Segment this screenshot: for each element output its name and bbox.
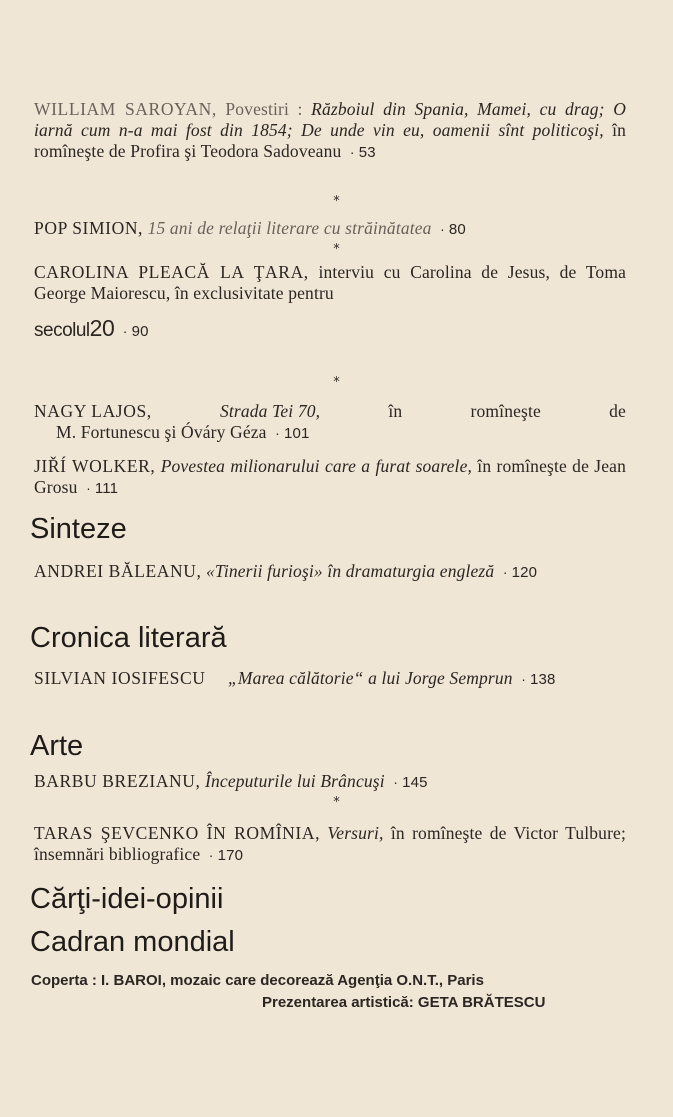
work-title: Povestea milionarului care a furat soarele,	[160, 456, 473, 476]
author-name: JIŘÍ WOLKER,	[34, 456, 156, 476]
toc-entry-sevcenko	[34, 823, 626, 866]
page-number: 145	[402, 774, 428, 791]
work-title: Începuturile lui Brâncuşi	[205, 771, 385, 791]
toc-entry-wolker	[34, 456, 626, 499]
translators: M. Fortunescu şi Óváry Géza	[56, 422, 267, 442]
dot-separator: ·	[521, 671, 527, 687]
dot-separator: ·	[122, 323, 128, 339]
work-title: „Marea călătorie“ a lui Jorge Semprun	[227, 668, 513, 688]
magazine-number: 20	[89, 315, 115, 341]
section-heading-cronica: Cronica literară	[30, 622, 227, 654]
dot-separator: ·	[86, 480, 91, 496]
article-title: CAROLINA PLEACĂ LA ŢARA,	[34, 262, 309, 282]
dot-separator: ·	[208, 847, 214, 863]
asterisk-separator: *	[333, 242, 340, 257]
art-credit: Prezentarea artistică: GETA BRĂTESCU	[262, 994, 546, 1011]
dot-separator: ·	[502, 564, 508, 580]
dot-separator: ·	[349, 144, 355, 160]
toc-entry-baleanu	[34, 561, 626, 583]
work-title: Strada Tei 70,	[220, 401, 321, 421]
section-heading-cadran: Cadran mondial	[30, 926, 235, 958]
toc-entry-carolina-source	[34, 315, 626, 342]
work-title: 15 ani de relaţii literare cu străinătatea	[147, 218, 432, 238]
author-name: POP SIMION,	[34, 218, 144, 238]
author-name: ANDREI BĂLEANU,	[34, 561, 202, 581]
page-number: 101	[283, 425, 310, 442]
author-name: SILVIAN IOSIFESCU	[34, 668, 206, 688]
translation-note: în romîneşte de Jean Grosu	[34, 456, 626, 497]
page-number: 120	[511, 564, 538, 581]
asterisk-separator: *	[333, 194, 340, 209]
author-name: BARBU BREZIANU,	[34, 771, 201, 791]
cover-credit: Coperta : I. BAROI, mozaic care decorează Agenţia O.N.T., Paris	[31, 972, 484, 989]
translation-note: în romîneşte de Victor Tulbure; însemnări bibliografice	[34, 823, 626, 864]
work-title: Versuri,	[327, 823, 384, 843]
article-title: TARAS ŞEVCENKO ÎN ROMÎNIA,	[34, 823, 321, 843]
author-name: WILLIAM SAROYAN,	[34, 99, 217, 119]
page-number: 111	[94, 480, 119, 497]
toc-entry-nagy-lajos	[34, 401, 626, 444]
translation-word: în	[388, 401, 403, 421]
page-number: 138	[530, 671, 556, 688]
dot-separator: ·	[440, 221, 445, 237]
page-number: 80	[448, 221, 466, 238]
work-title: «Tinerii furioşi» în dramaturgia engleză	[206, 561, 495, 581]
magazine-name: secolul	[34, 320, 90, 341]
page-number: 53	[358, 144, 376, 161]
article-description: interviu cu Carolina de Jesus, de Toma George Maiorescu, în exclusivitate pentru	[34, 262, 626, 303]
toc-entry-pop-simion	[34, 218, 626, 240]
section-heading-arte: Arte	[30, 730, 84, 762]
work-title: Războiul din Spania, Mamei, cu drag; O iarnă cum n-a mai fost din 1854; De unde vin eu, oamenii sînt politicoşi,	[34, 99, 626, 140]
toc-entry-iosifescu	[34, 668, 626, 690]
toc-entry-carolina	[34, 262, 626, 304]
translation-word: de	[609, 401, 626, 421]
translation-word: romîneşte	[470, 401, 541, 421]
entry-intro: Povestiri :	[225, 99, 312, 119]
toc-entry-saroyan	[34, 99, 626, 163]
asterisk-separator: *	[333, 375, 340, 390]
section-heading-sinteze: Sinteze	[30, 513, 127, 545]
author-name: NAGY LAJOS,	[34, 401, 152, 421]
toc-entry-brezianu	[34, 771, 626, 793]
page-number: 90	[131, 323, 149, 340]
asterisk-separator: *	[333, 795, 340, 810]
dot-separator: ·	[275, 425, 280, 441]
section-heading-carti: Cărţi-idei-opinii	[30, 883, 224, 915]
dot-separator: ·	[393, 774, 399, 790]
translation-note: în romîneşte de Profira şi Teodora Sadoveanu	[34, 120, 627, 161]
page-number: 170	[217, 847, 244, 864]
